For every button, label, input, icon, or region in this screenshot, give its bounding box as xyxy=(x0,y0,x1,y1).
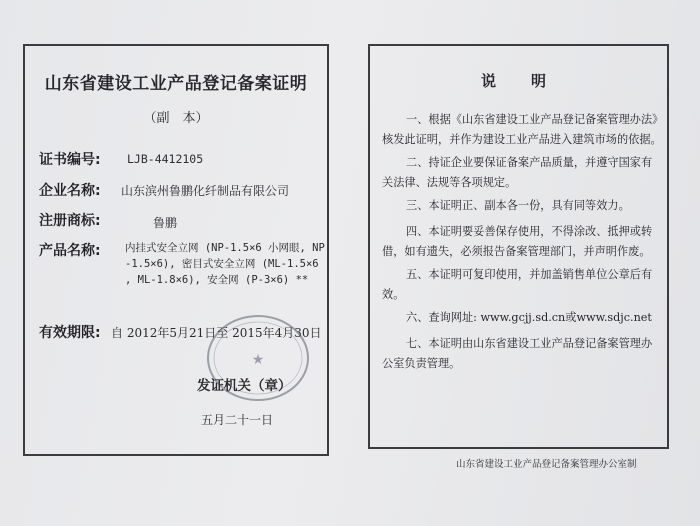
note-paragraph: 六、查询网址: www.gcjj.sd.cn或www.sdjc.net xyxy=(406,311,652,324)
validity-label: 有效期限: xyxy=(39,325,101,341)
footer-issuer: 山东省建设工业产品登记备案管理办公室制 xyxy=(456,459,637,470)
copy-label: （副 本） xyxy=(143,111,209,126)
product-line: -1.5×6), 密目式安全立网 (ML-1.5×6 xyxy=(125,258,319,270)
note-paragraph: 三、本证明正、副本各一份，具有同等效力。 xyxy=(406,199,630,212)
note-paragraph: 七、本证明由山东省建设工业产品登记备案管理办公室负责管理。 xyxy=(382,337,653,370)
trademark-label: 注册商标: xyxy=(39,213,101,229)
notes-title: 说 明 xyxy=(480,72,556,90)
note-paragraph: 四、本证明要妥善保存使用，不得涂改、抵押或转借，如有遗失，必须报告备案管理部门，并声明作废。 xyxy=(382,225,653,258)
note-paragraph: 二、持证企业要保证备案产品质量，并遵守国家有关法律、法规等各项规定。 xyxy=(382,156,653,189)
product-line: 内挂式安全立网 (NP-1.5×6 小网眼, NP xyxy=(125,242,325,254)
certificate-title: 山东省建设工业产品登记备案证明 xyxy=(44,74,308,94)
company-label: 企业名称: xyxy=(39,183,101,199)
company-value: 山东滨州鲁鹏化纤制品有限公司 xyxy=(121,184,290,198)
issue-date: 五月二十一日 xyxy=(201,413,274,427)
note-paragraph: 一、根据《山东省建设工业产品登记备案管理办法》核发此证明，并作为建设工业产品进入建筑市场的依据。 xyxy=(382,113,662,146)
product-label: 产品名称: xyxy=(39,243,101,259)
svg-text:★: ★ xyxy=(251,352,265,368)
validity-value: 自 2012年5月21日至 2015年4月30日 xyxy=(111,326,322,340)
notes-panel xyxy=(368,44,669,449)
note-paragraph: 五、本证明可复印使用，并加盖销售单位公章后有效。 xyxy=(382,268,653,301)
cert-no-label: 证书编号: xyxy=(39,152,101,168)
trademark-value: 鲁鹏 xyxy=(153,216,178,230)
issuer-label: 发证机关（章） xyxy=(197,378,292,394)
cert-no-value: LJB-4412105 xyxy=(127,152,204,166)
product-line: , ML-1.8×6), 安全网 (P-3×6) ** xyxy=(125,274,309,286)
product-value xyxy=(125,240,325,288)
certificate-panel xyxy=(23,44,329,456)
